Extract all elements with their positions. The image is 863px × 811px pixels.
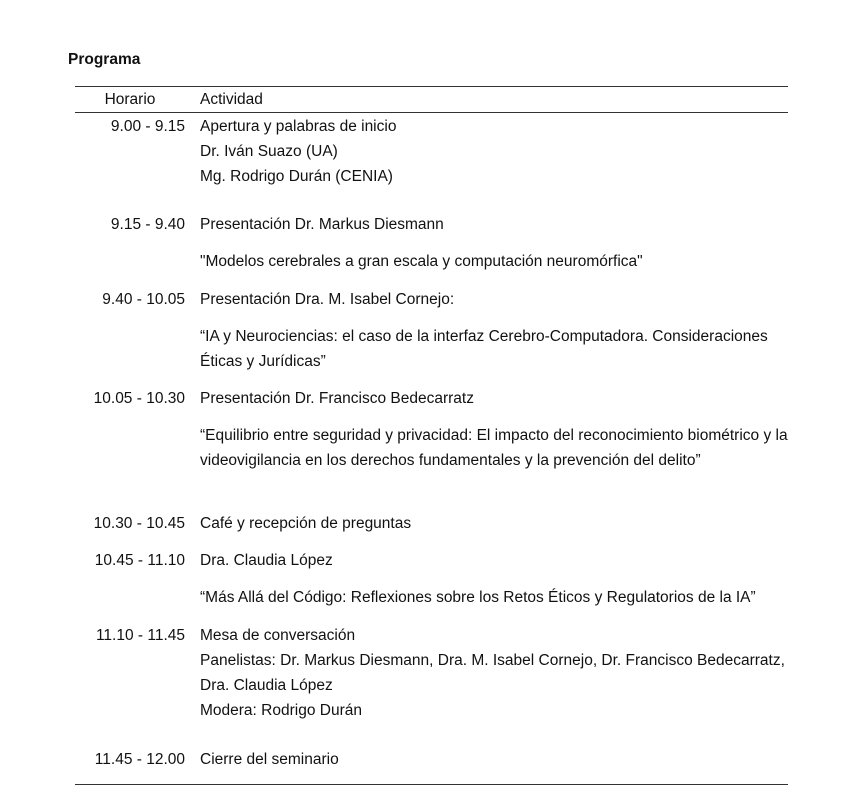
activity-line: Presentación Dr. Markus Diesmann — [200, 216, 444, 233]
table-bottom-rule — [75, 784, 788, 785]
moderator: Modera: Rodrigo Durán — [200, 702, 362, 719]
talk-title: “Más Allá del Código: Reflexiones sobre los Retos Éticos y Regulatorios de la IA” — [200, 589, 756, 606]
row-time: 11.45 - 12.00 — [94, 751, 185, 768]
row-time: 10.30 - 10.45 — [93, 515, 185, 532]
row-activity — [200, 623, 790, 723]
row-activity — [200, 548, 790, 610]
row-time: 9.15 - 9.40 — [110, 216, 185, 233]
row-activity — [200, 287, 790, 374]
row-time: 9.40 - 10.05 — [102, 291, 185, 308]
activity-line: Mg. Rodrigo Durán (CENIA) — [200, 168, 393, 185]
row-time: 9.00 - 9.15 — [110, 118, 185, 135]
table-top-rule — [75, 86, 788, 87]
activity-line: Dr. Iván Suazo (UA) — [200, 143, 338, 160]
talk-title: “IA y Neurociencias: el caso de la interfaz Cerebro-Computadora. Consideraciones Éticas y Jurídicas” — [200, 328, 768, 370]
activity-line: Presentación Dra. M. Isabel Cornejo: — [200, 291, 455, 308]
talk-title: "Modelos cerebrales a gran escala y computación neuromórfica" — [200, 253, 643, 270]
header-horario: Horario — [104, 91, 156, 108]
row-time: 10.45 - 11.10 — [94, 552, 185, 569]
row-activity — [200, 212, 790, 274]
panelists: Panelistas: Dr. Markus Diesmann, Dra. M. Isabel Cornejo, Dr. Francisco Bedecarratz, Dra. Claudia López — [200, 652, 785, 694]
row-activity — [200, 114, 790, 189]
talk-title: “Equilibrio entre seguridad y privacidad: El impacto del reconocimiento biométrico y la videovigilancia en los derechos fundamentales y la prevención del delito” — [200, 427, 788, 469]
row-activity — [200, 386, 790, 473]
activity-line: Café y recepción de preguntas — [200, 515, 412, 532]
activity-line: Apertura y palabras de inicio — [200, 118, 397, 135]
row-time: 11.10 - 11.45 — [95, 627, 185, 644]
header-actividad: Actividad — [200, 91, 263, 108]
row-activity — [200, 747, 790, 772]
activity-line: Mesa de conversación — [200, 627, 356, 644]
row-time: 10.05 - 10.30 — [93, 390, 185, 407]
activity-line: Dra. Claudia López — [200, 552, 333, 569]
row-activity — [200, 511, 790, 536]
header-rule — [75, 112, 788, 113]
activity-line: Cierre del seminario — [200, 751, 339, 768]
page-title: Programa — [68, 51, 141, 68]
activity-line: Presentación Dr. Francisco Bedecarratz — [200, 390, 474, 407]
